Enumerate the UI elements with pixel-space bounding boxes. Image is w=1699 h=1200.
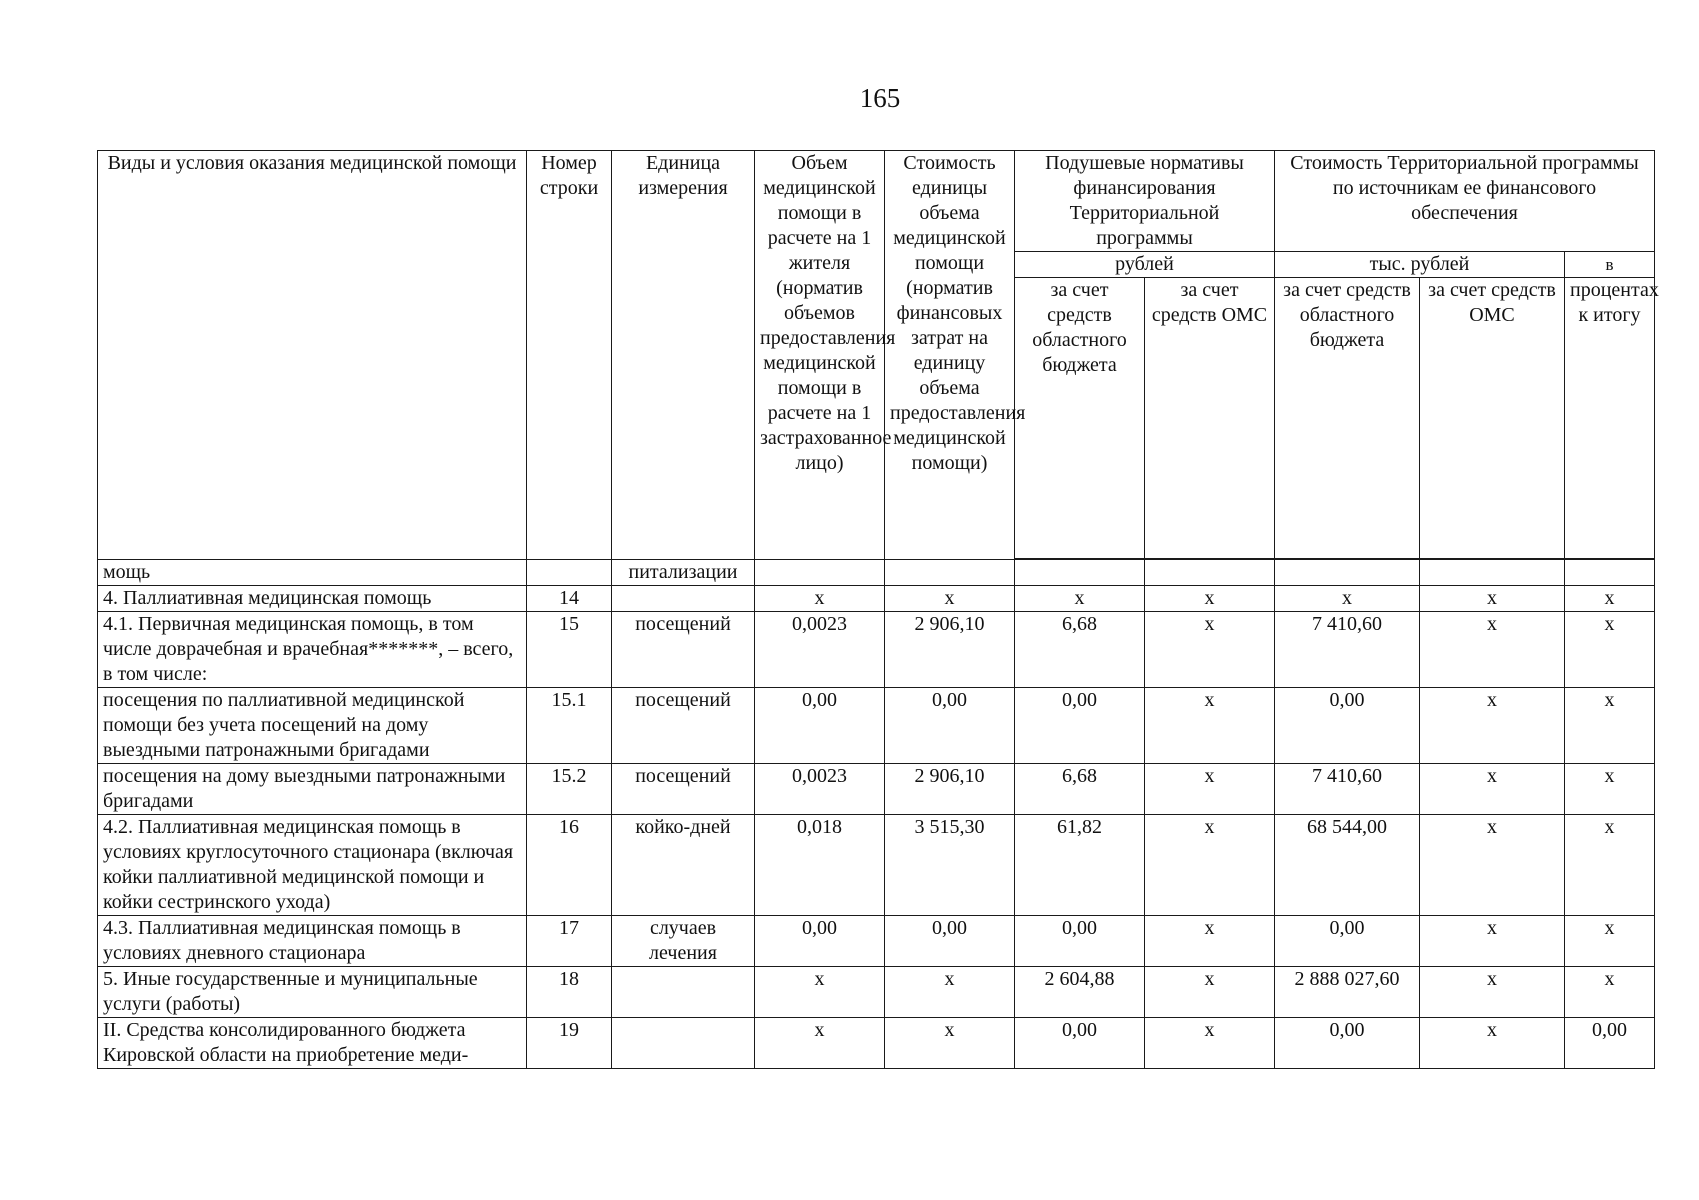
cell-row-number: 18 (527, 967, 612, 1018)
cell-percent: 0,00 (1565, 1018, 1655, 1069)
cell-percent: x (1565, 764, 1655, 815)
cell-cost-oms: x (1420, 586, 1565, 612)
cell-row-number: 17 (527, 916, 612, 967)
table-row (98, 1018, 1655, 1069)
table-row (98, 612, 1655, 688)
cell-cost-oms: x (1420, 967, 1565, 1018)
table-row (98, 967, 1655, 1018)
cell-cost-oms: x (1420, 916, 1565, 967)
cell-cost-budget: 7 410,60 (1275, 764, 1420, 815)
cell-cost-budget: 0,00 (1275, 1018, 1420, 1069)
cell-volume: x (755, 586, 885, 612)
cell-row-number: 14 (527, 586, 612, 612)
cell-volume: 0,00 (755, 916, 885, 967)
header-cost-oms: за счет средств ОМС (1420, 278, 1565, 559)
cell-cost-oms: x (1420, 815, 1565, 916)
cell-norm-budget: 0,00 (1015, 688, 1145, 764)
cell-cost: 0,00 (885, 688, 1015, 764)
cell-norm-oms: x (1145, 1018, 1275, 1069)
cell-unit: посещений (612, 688, 755, 764)
cell-volume: 0,018 (755, 815, 885, 916)
cell-kind: II. Средства консолидированного бюджета Кировской области на приобретение меди- (98, 1018, 527, 1069)
cell-volume: 0,0023 (755, 764, 885, 815)
cell-norm-budget: x (1015, 586, 1145, 612)
cell-cost-oms: x (1420, 612, 1565, 688)
cell-unit: посещений (612, 612, 755, 688)
cell-norm-budget: 2 604,88 (1015, 967, 1145, 1018)
cell-norm-oms: x (1145, 612, 1275, 688)
cell-norm-budget: 6,68 (1015, 612, 1145, 688)
cell-kind: 4.2. Паллиативная медицинская помощь в условиях круглосуточного стационара (включая койки паллиативной медицинской помощи и койки сестринского ухода) (98, 815, 527, 916)
cell-cost: x (885, 1018, 1015, 1069)
cell-kind: посещения на дому выездными патронажными бригадами (98, 764, 527, 815)
header-group-norms: Подушевые нормативы финансирования Территориальной программы (1015, 151, 1275, 252)
cell-cost-budget: 7 410,60 (1275, 612, 1420, 688)
cell-volume: x (755, 967, 885, 1018)
header-percent-top: в (1565, 252, 1655, 278)
cell-percent: x (1565, 612, 1655, 688)
cell-norm-oms: x (1145, 586, 1275, 612)
table-row (98, 764, 1655, 815)
cell-kind: 4.1. Первичная медицинская помощь, в том числе доврачебная и врачебная*******, – всего, в том числе: (98, 612, 527, 688)
cell-norm-oms: x (1145, 916, 1275, 967)
cell-cost-budget: x (1275, 586, 1420, 612)
cell-cost (885, 560, 1015, 586)
cell-norm-oms: x (1145, 967, 1275, 1018)
cell-cost-budget: 2 888 027,60 (1275, 967, 1420, 1018)
table-row (98, 916, 1655, 967)
cell-percent: x (1565, 688, 1655, 764)
cell-norm-oms (1145, 560, 1275, 586)
cell-percent: x (1565, 815, 1655, 916)
cell-row-number: 15 (527, 612, 612, 688)
cell-unit: посещений (612, 764, 755, 815)
cell-row-number: 19 (527, 1018, 612, 1069)
cell-cost: x (885, 586, 1015, 612)
cell-norm-budget: 61,82 (1015, 815, 1145, 916)
cell-unit (612, 1018, 755, 1069)
cell-unit (612, 967, 755, 1018)
cell-cost-oms: x (1420, 1018, 1565, 1069)
cell-cost-oms: x (1420, 764, 1565, 815)
cell-percent: x (1565, 586, 1655, 612)
cell-row-number: 15.1 (527, 688, 612, 764)
table-row (98, 586, 1655, 612)
header-cost: Стоимость единицы объема медицинской помощи (норматив финансовых затрат на единицу объема предоставления медицинской помощи) (885, 151, 1015, 560)
cell-cost-oms: x (1420, 688, 1565, 764)
header-group-cost: Стоимость Территориальной программы по источникам ее финансового обеспечения (1275, 151, 1655, 252)
header-unit: Единица измерения (612, 151, 755, 560)
cell-norm-budget: 6,68 (1015, 764, 1145, 815)
table-row (98, 688, 1655, 764)
cell-unit (612, 586, 755, 612)
header-volume: Объем медицинской помощи в расчете на 1 жителя (норматив объемов предоставления медицинской помощи в расчете на 1 застрахованное лицо) (755, 151, 885, 560)
table-body (98, 560, 1655, 1069)
header-row-number: Номер строки (527, 151, 612, 560)
header-percent: процентах к итогу (1565, 278, 1655, 559)
cell-norm-oms: x (1145, 764, 1275, 815)
cell-unit: койко-дней (612, 815, 755, 916)
cell-norm-oms: x (1145, 688, 1275, 764)
cell-norm-budget: 0,00 (1015, 1018, 1145, 1069)
cell-norm-oms: x (1145, 815, 1275, 916)
cell-cost-oms (1420, 560, 1565, 586)
header-cost-budget: за счет средств областного бюджета (1275, 278, 1420, 559)
cell-percent: x (1565, 967, 1655, 1018)
cell-percent (1565, 560, 1655, 586)
cell-row-number: 15.2 (527, 764, 612, 815)
cell-cost: 3 515,30 (885, 815, 1015, 916)
header-kind: Виды и условия оказания медицинской помощи (98, 151, 527, 560)
header-row-1 (98, 151, 1655, 252)
cell-kind: мощь (98, 560, 527, 586)
cell-norm-budget: 0,00 (1015, 916, 1145, 967)
header-norms-unit: рублей (1015, 252, 1275, 278)
cell-cost: 2 906,10 (885, 764, 1015, 815)
header-norm-oms: за счет средств ОМС (1145, 278, 1275, 559)
header-norm-budget: за счет средств областного бюджета (1015, 278, 1145, 559)
cell-percent: x (1565, 916, 1655, 967)
cell-cost: x (885, 967, 1015, 1018)
cell-unit: питализации (612, 560, 755, 586)
cell-cost-budget (1275, 560, 1420, 586)
cell-row-number: 16 (527, 815, 612, 916)
cell-cost-budget: 0,00 (1275, 688, 1420, 764)
cell-volume (755, 560, 885, 586)
cell-unit: случаев лечения (612, 916, 755, 967)
cell-cost: 0,00 (885, 916, 1015, 967)
cell-kind: посещения по паллиативной медицинской помощи без учета посещений на дому выездными патронажными бригадами (98, 688, 527, 764)
cell-cost-budget: 68 544,00 (1275, 815, 1420, 916)
cell-row-number (527, 560, 612, 586)
header-cost-unit: тыс. рублей (1275, 252, 1565, 278)
cell-volume: 0,0023 (755, 612, 885, 688)
cell-volume: x (755, 1018, 885, 1069)
cell-cost: 2 906,10 (885, 612, 1015, 688)
table-row (98, 560, 1655, 586)
cell-volume: 0,00 (755, 688, 885, 764)
cell-kind: 5. Иные государственные и муниципальные услуги (работы) (98, 967, 527, 1018)
cell-cost-budget: 0,00 (1275, 916, 1420, 967)
cell-kind: 4.3. Паллиативная медицинская помощь в условиях дневного стационара (98, 916, 527, 967)
page-number: 165 (859, 83, 901, 113)
cell-kind: 4. Паллиативная медицинская помощь (98, 586, 527, 612)
financing-table (97, 150, 1659, 1069)
cell-norm-budget (1015, 560, 1145, 586)
table-row (98, 815, 1655, 916)
